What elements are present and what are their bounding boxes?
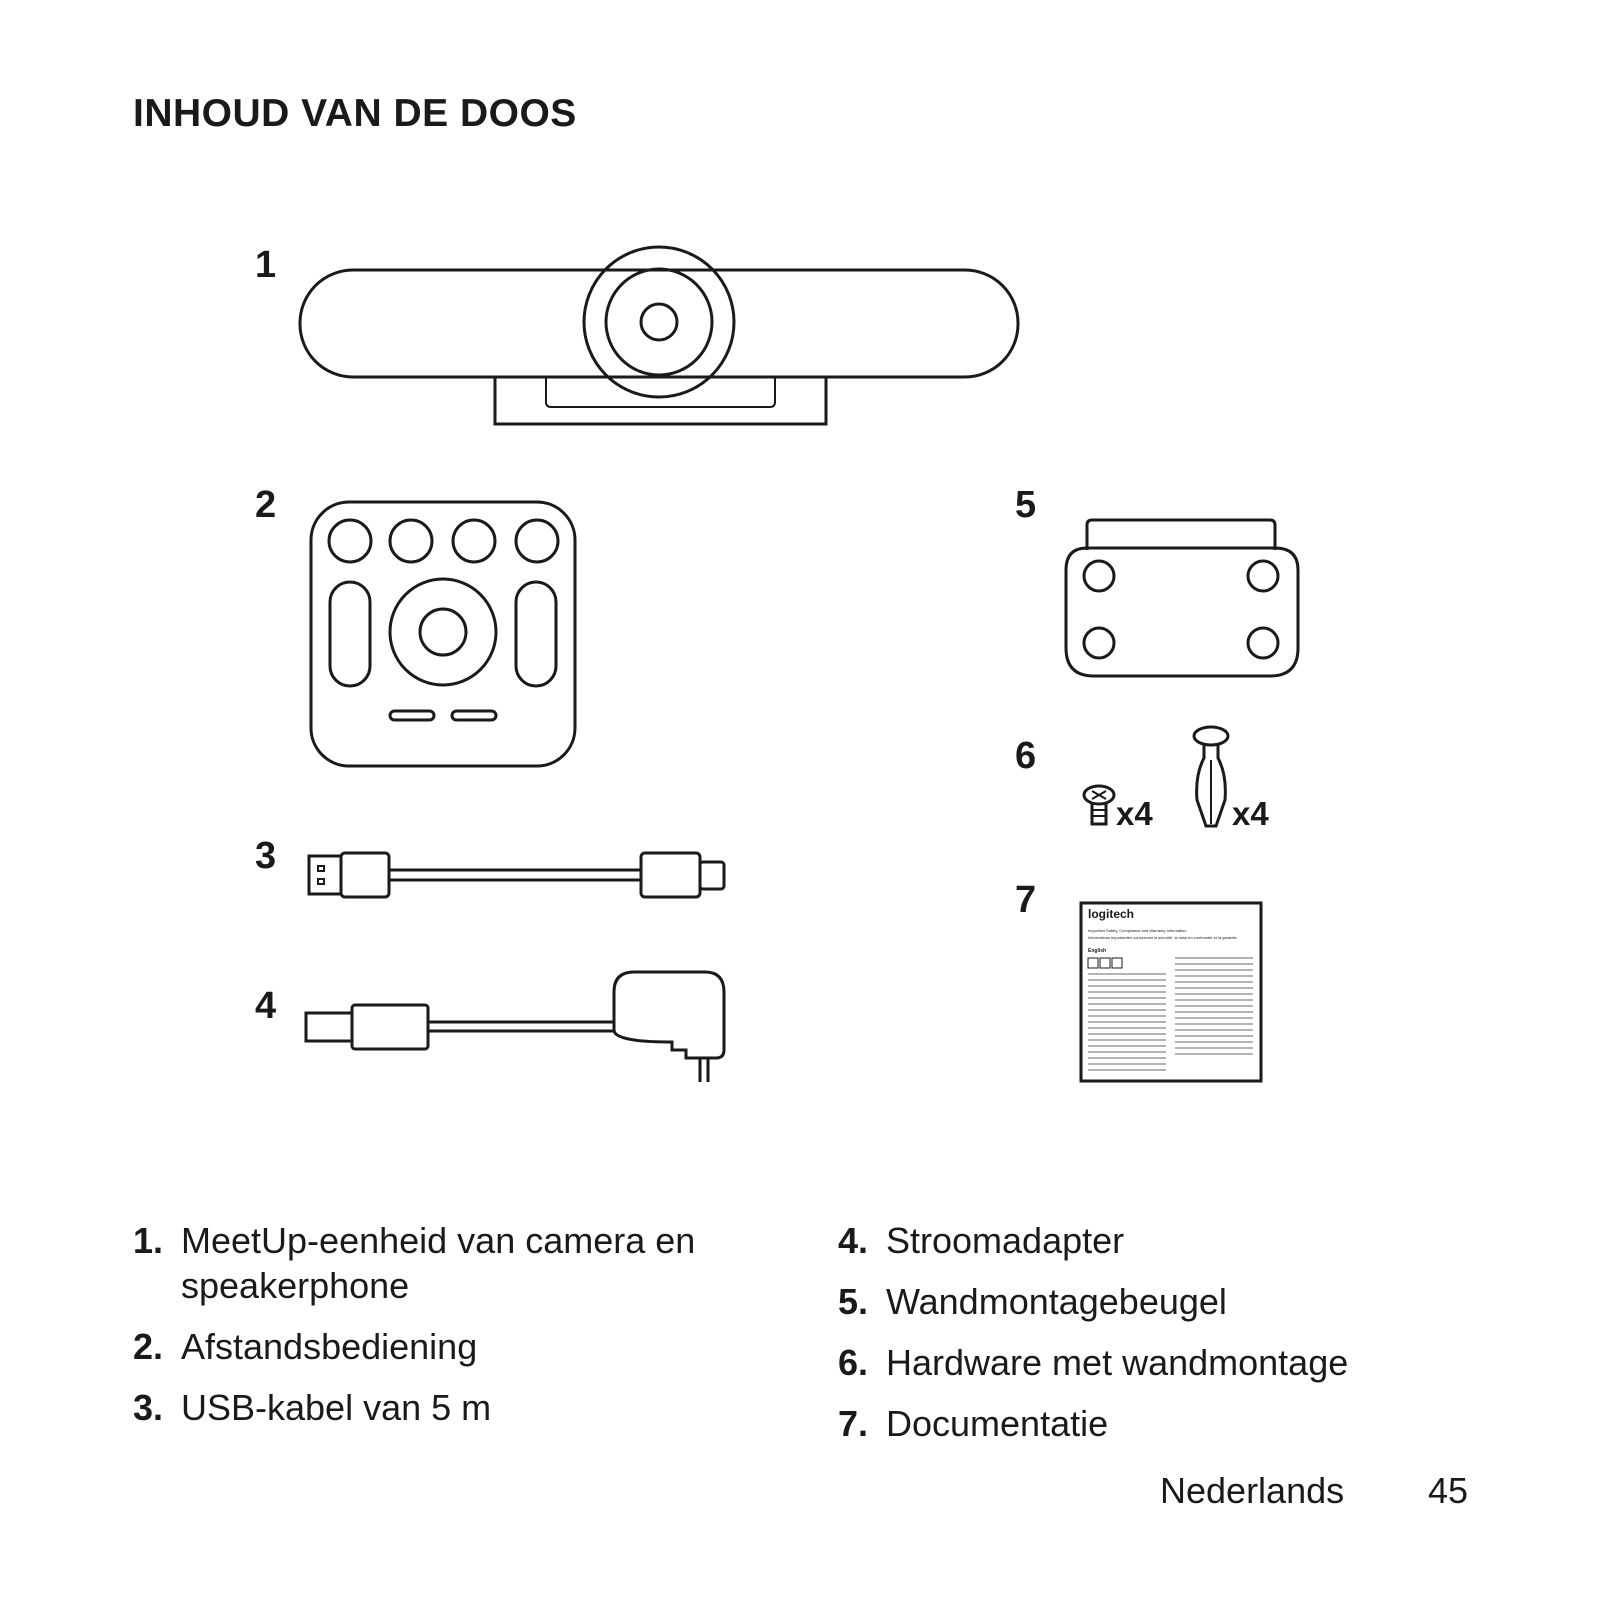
list-item [133,1218,773,1308]
doc-subheading: Informations importantes concernant la sécurité, la mise en conformité et la garantie [1088,935,1237,940]
meetup-camera-icon [300,247,1018,424]
list-item [838,1401,1538,1446]
doc-brand: logitech [1088,907,1135,921]
item-text: Hardware met wandmontage [886,1342,1349,1383]
label-7: 7 [1015,879,1037,921]
screws-quantity: x4 [1116,795,1153,832]
contents-list-right [838,1218,1538,1462]
contents-list-left [133,1218,773,1446]
doc-heading: Important Safety, Compliance and Warranty Information [1088,928,1187,933]
item-number: 5. [838,1281,869,1322]
footer-language: Nederlands [1160,1470,1345,1511]
item-number: 6. [838,1342,869,1383]
wall-mount-bracket-icon [1066,520,1298,676]
list-item [838,1340,1538,1385]
page-title: INHOUD VAN DE DOOS [133,92,577,135]
label-2: 2 [255,484,277,526]
label-6: 6 [1015,735,1037,777]
list-item [133,1385,773,1430]
item-text: MeetUp-eenheid van camera en speakerphone [181,1220,696,1306]
doc-language: English [1088,948,1107,954]
item-number: 7. [838,1403,869,1444]
label-1: 1 [255,244,277,286]
item-text: Stroomadapter [886,1220,1125,1261]
item-text: Afstandsbediening [181,1326,478,1367]
list-item [838,1218,1538,1263]
list-item [133,1324,773,1369]
anchors-quantity: x4 [1232,795,1269,832]
item-number: 3. [133,1387,164,1428]
label-3: 3 [255,835,277,877]
screw-icon [1084,786,1114,824]
item-number: 2. [133,1326,164,1367]
item-number: 4. [838,1220,869,1261]
page-number: 45 [1428,1470,1469,1511]
item-number: 1. [133,1220,164,1261]
wall-anchor-icon [1194,727,1228,826]
item-text: Documentatie [886,1403,1109,1444]
item-text: Wandmontagebeugel [886,1281,1227,1322]
remote-control-icon [311,502,575,766]
doc-text-lines [1088,958,1253,1070]
item-text: USB-kabel van 5 m [181,1387,492,1428]
documentation-icon [1081,903,1261,1081]
label-4: 4 [255,985,277,1027]
label-5: 5 [1015,484,1037,526]
list-item [838,1279,1538,1324]
power-adapter-icon [306,972,724,1082]
usb-cable-icon [309,853,724,897]
